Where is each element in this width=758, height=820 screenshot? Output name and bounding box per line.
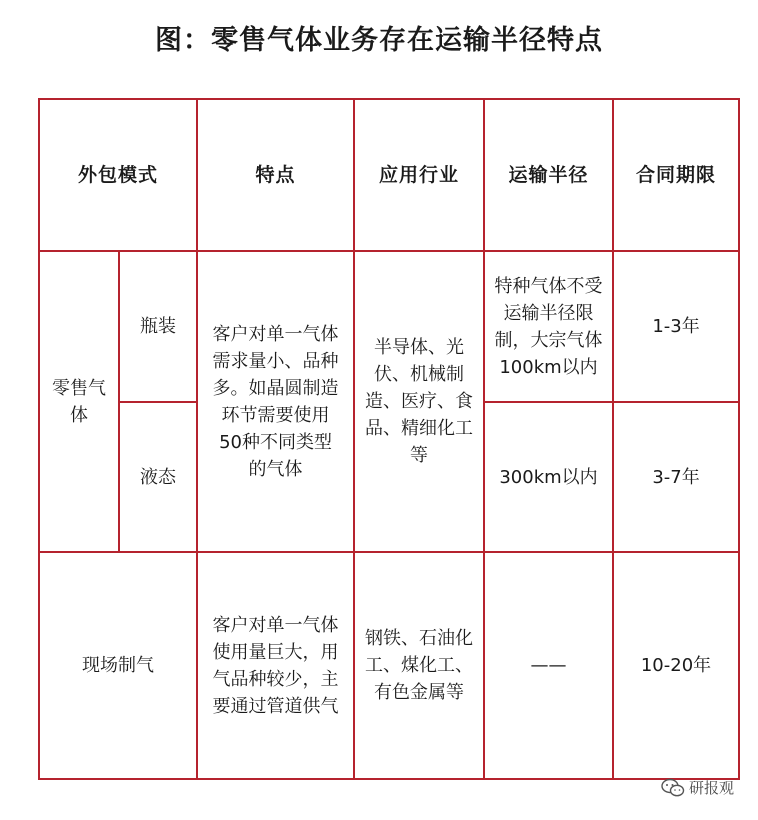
onsite-term-cell: 10-20年 <box>613 552 739 779</box>
onsite-radius-cell: —— <box>484 552 613 779</box>
bottled-term-cell: 1-3年 <box>613 251 739 402</box>
header-outsourcing-mode: 外包模式 <box>39 99 197 251</box>
wechat-icon <box>661 778 685 798</box>
header-contract-term: 合同期限 <box>613 99 739 251</box>
liquid-term-cell: 3-7年 <box>613 402 739 552</box>
liquid-radius-cell: 300km以内 <box>484 402 613 552</box>
table-row <box>39 552 739 779</box>
gas-business-table <box>38 98 740 780</box>
liquid-sub-mode-cell: 液态 <box>119 402 197 552</box>
watermark <box>661 777 734 798</box>
onsite-mode-cell: 现场制气 <box>39 552 197 779</box>
watermark-text: 研报观 <box>688 779 734 797</box>
header-industries: 应用行业 <box>354 99 484 251</box>
retail-gas-mode-cell: 零售气体 <box>39 251 119 552</box>
onsite-industries-cell: 钢铁、石油化工、煤化工、有色金属等 <box>354 552 484 779</box>
onsite-features-cell: 客户对单一气体使用量巨大，用气品种较少，主要通过管道供气 <box>197 552 354 779</box>
retail-industries-cell: 半导体、光伏、机械制造、医疗、食品、精细化工等 <box>354 251 484 552</box>
table-row <box>39 251 739 402</box>
bottled-sub-mode-cell: 瓶装 <box>119 251 197 402</box>
table-header-row <box>39 99 739 251</box>
header-transport-radius: 运输半径 <box>484 99 613 251</box>
header-features: 特点 <box>197 99 354 251</box>
page-title: 图：零售气体业务存在运输半径特点 <box>155 25 603 56</box>
retail-features-cell: 客户对单一气体需求量小、品种多。如晶圆制造环节需要使用50种不同类型的气体 <box>197 251 354 552</box>
bottled-radius-cell: 特种气体不受运输半径限制，大宗气体100km以内 <box>484 251 613 402</box>
